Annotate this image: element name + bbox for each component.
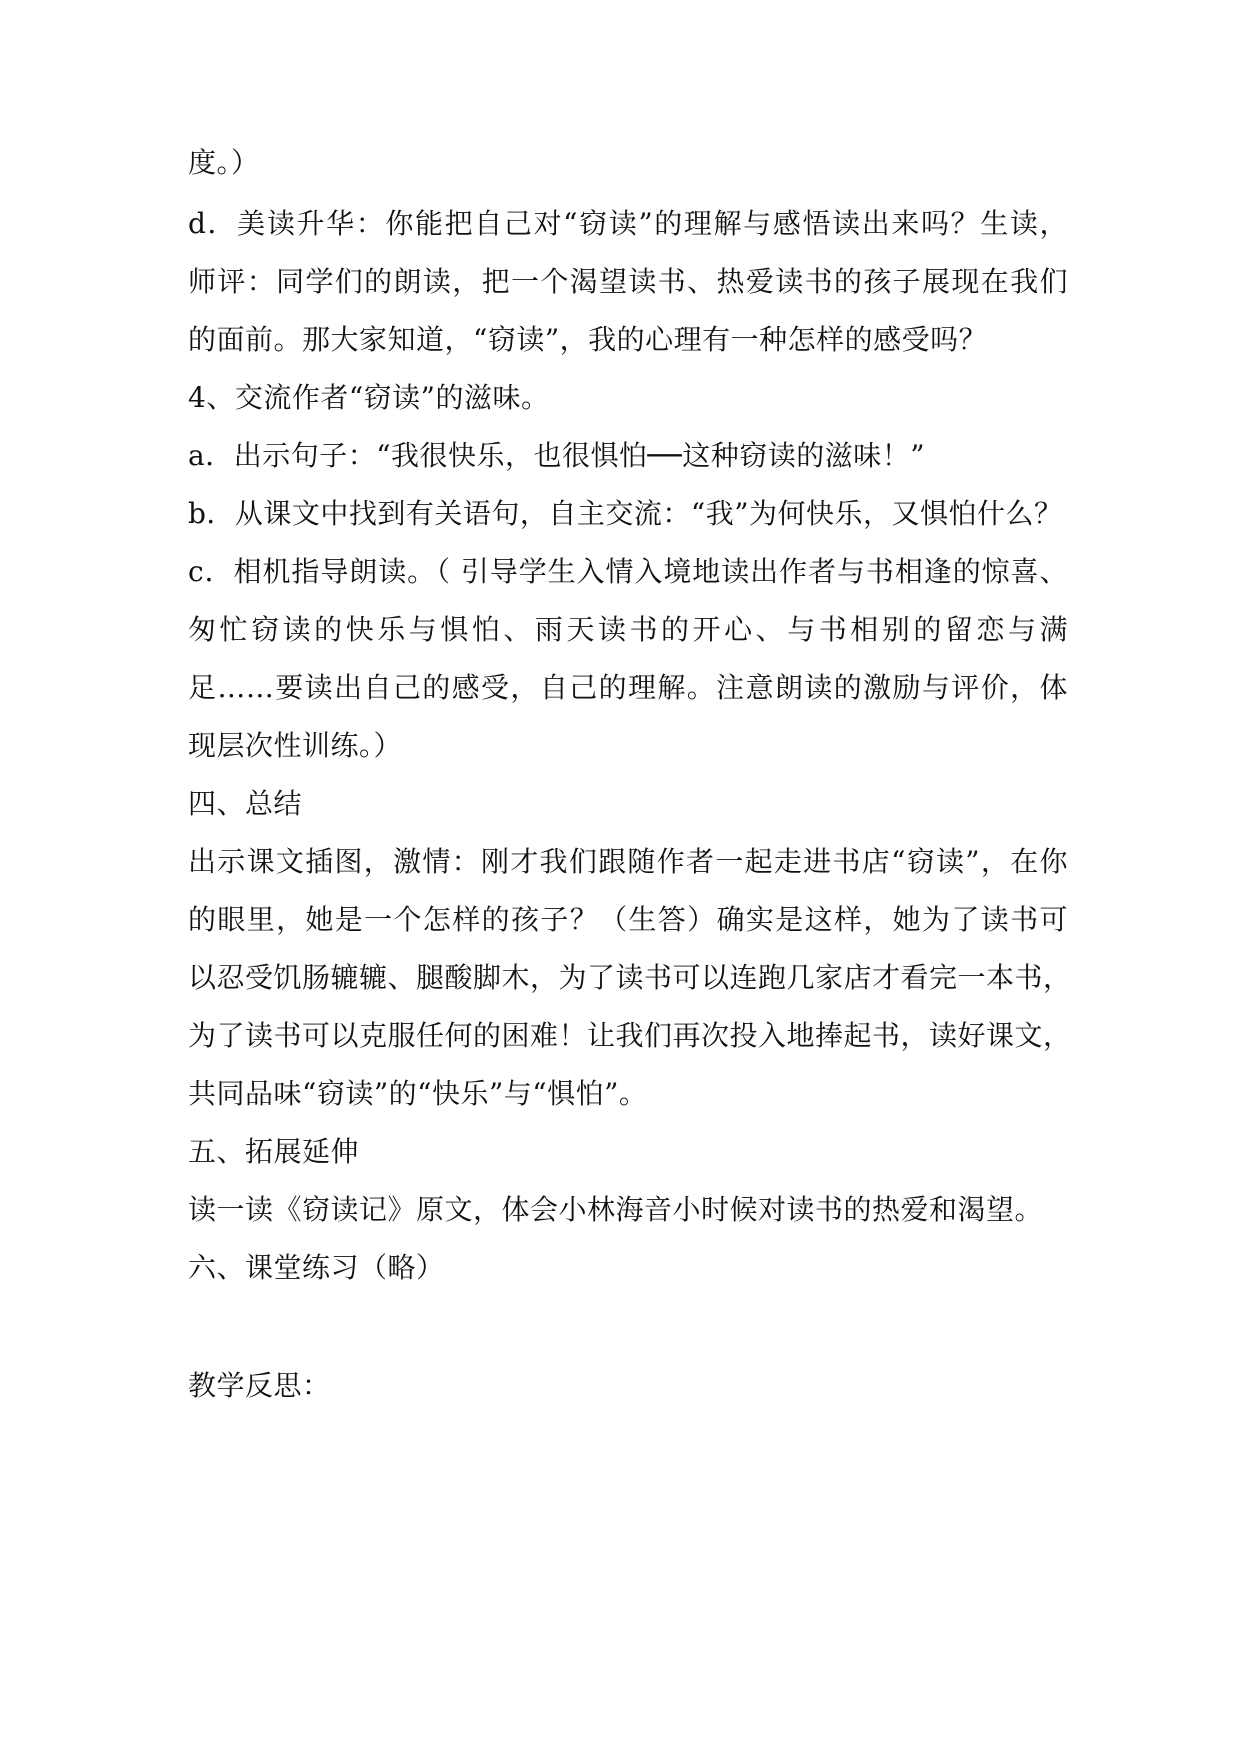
text-line: 师评：同学们的朗读，把一个渴望读书、热爱读书的孩子展现在我们 [188,265,1068,298]
section-heading: 四、总结 [188,787,303,820]
section-heading: 六、课堂练习（略） [188,1251,445,1284]
text-line: 匆忙窃读的快乐与惧怕、雨天读书的开心、与书相别的留恋与满 [188,613,1068,646]
text-line: 的面前。那大家知道，“窃读”，我的心理有一种怎样的感受吗？ [188,323,988,356]
text-line: 为了读书可以克服任何的困难！让我们再次投入地捧起书，读好课文， [188,1019,1072,1052]
text-line: a．出示句子：“我很快乐，也很惧怕──这种窃读的滋味！” [188,439,926,472]
text-line: 足……要读出自己的感受，自己的理解。注意朗读的激励与评价，体 [188,671,1068,704]
text-line: c．相机指导朗读。（ 引导学生入情入境地读出作者与书相逢的惊喜、 [188,555,1068,588]
reflection-heading: 教学反思： [188,1369,331,1402]
text-line: b．从课文中找到有关语句，自主交流：“我”为何快乐，又惧怕什么？ [188,497,1063,530]
text-line: d．美读升华：你能把自己对“窃读”的理解与感悟读出来吗？生读， [188,207,1068,240]
text-line: 读一读《窃读记》原文，体会小林海音小时候对读书的热爱和渴望。 [188,1193,1044,1226]
text-line: 的眼里，她是一个怎样的孩子？（生答）确实是这样，她为了读书可 [188,903,1068,936]
text-line: 4、交流作者“窃读”的滋味。 [188,381,550,414]
text-line: 度。） [188,146,260,179]
text-line: 以忍受饥肠辘辘、腿酸脚木，为了读书可以连跑几家店才看完一本书， [188,961,1072,994]
text-line: 出示课文插图，激情：刚才我们跟随作者一起走进书店“窃读”，在你 [188,845,1068,878]
text-line: 共同品味“窃读”的“快乐”与“惧怕”。 [188,1077,648,1110]
section-heading: 五、拓展延伸 [188,1135,360,1168]
text-line: 现层次性训练。） [188,729,403,762]
